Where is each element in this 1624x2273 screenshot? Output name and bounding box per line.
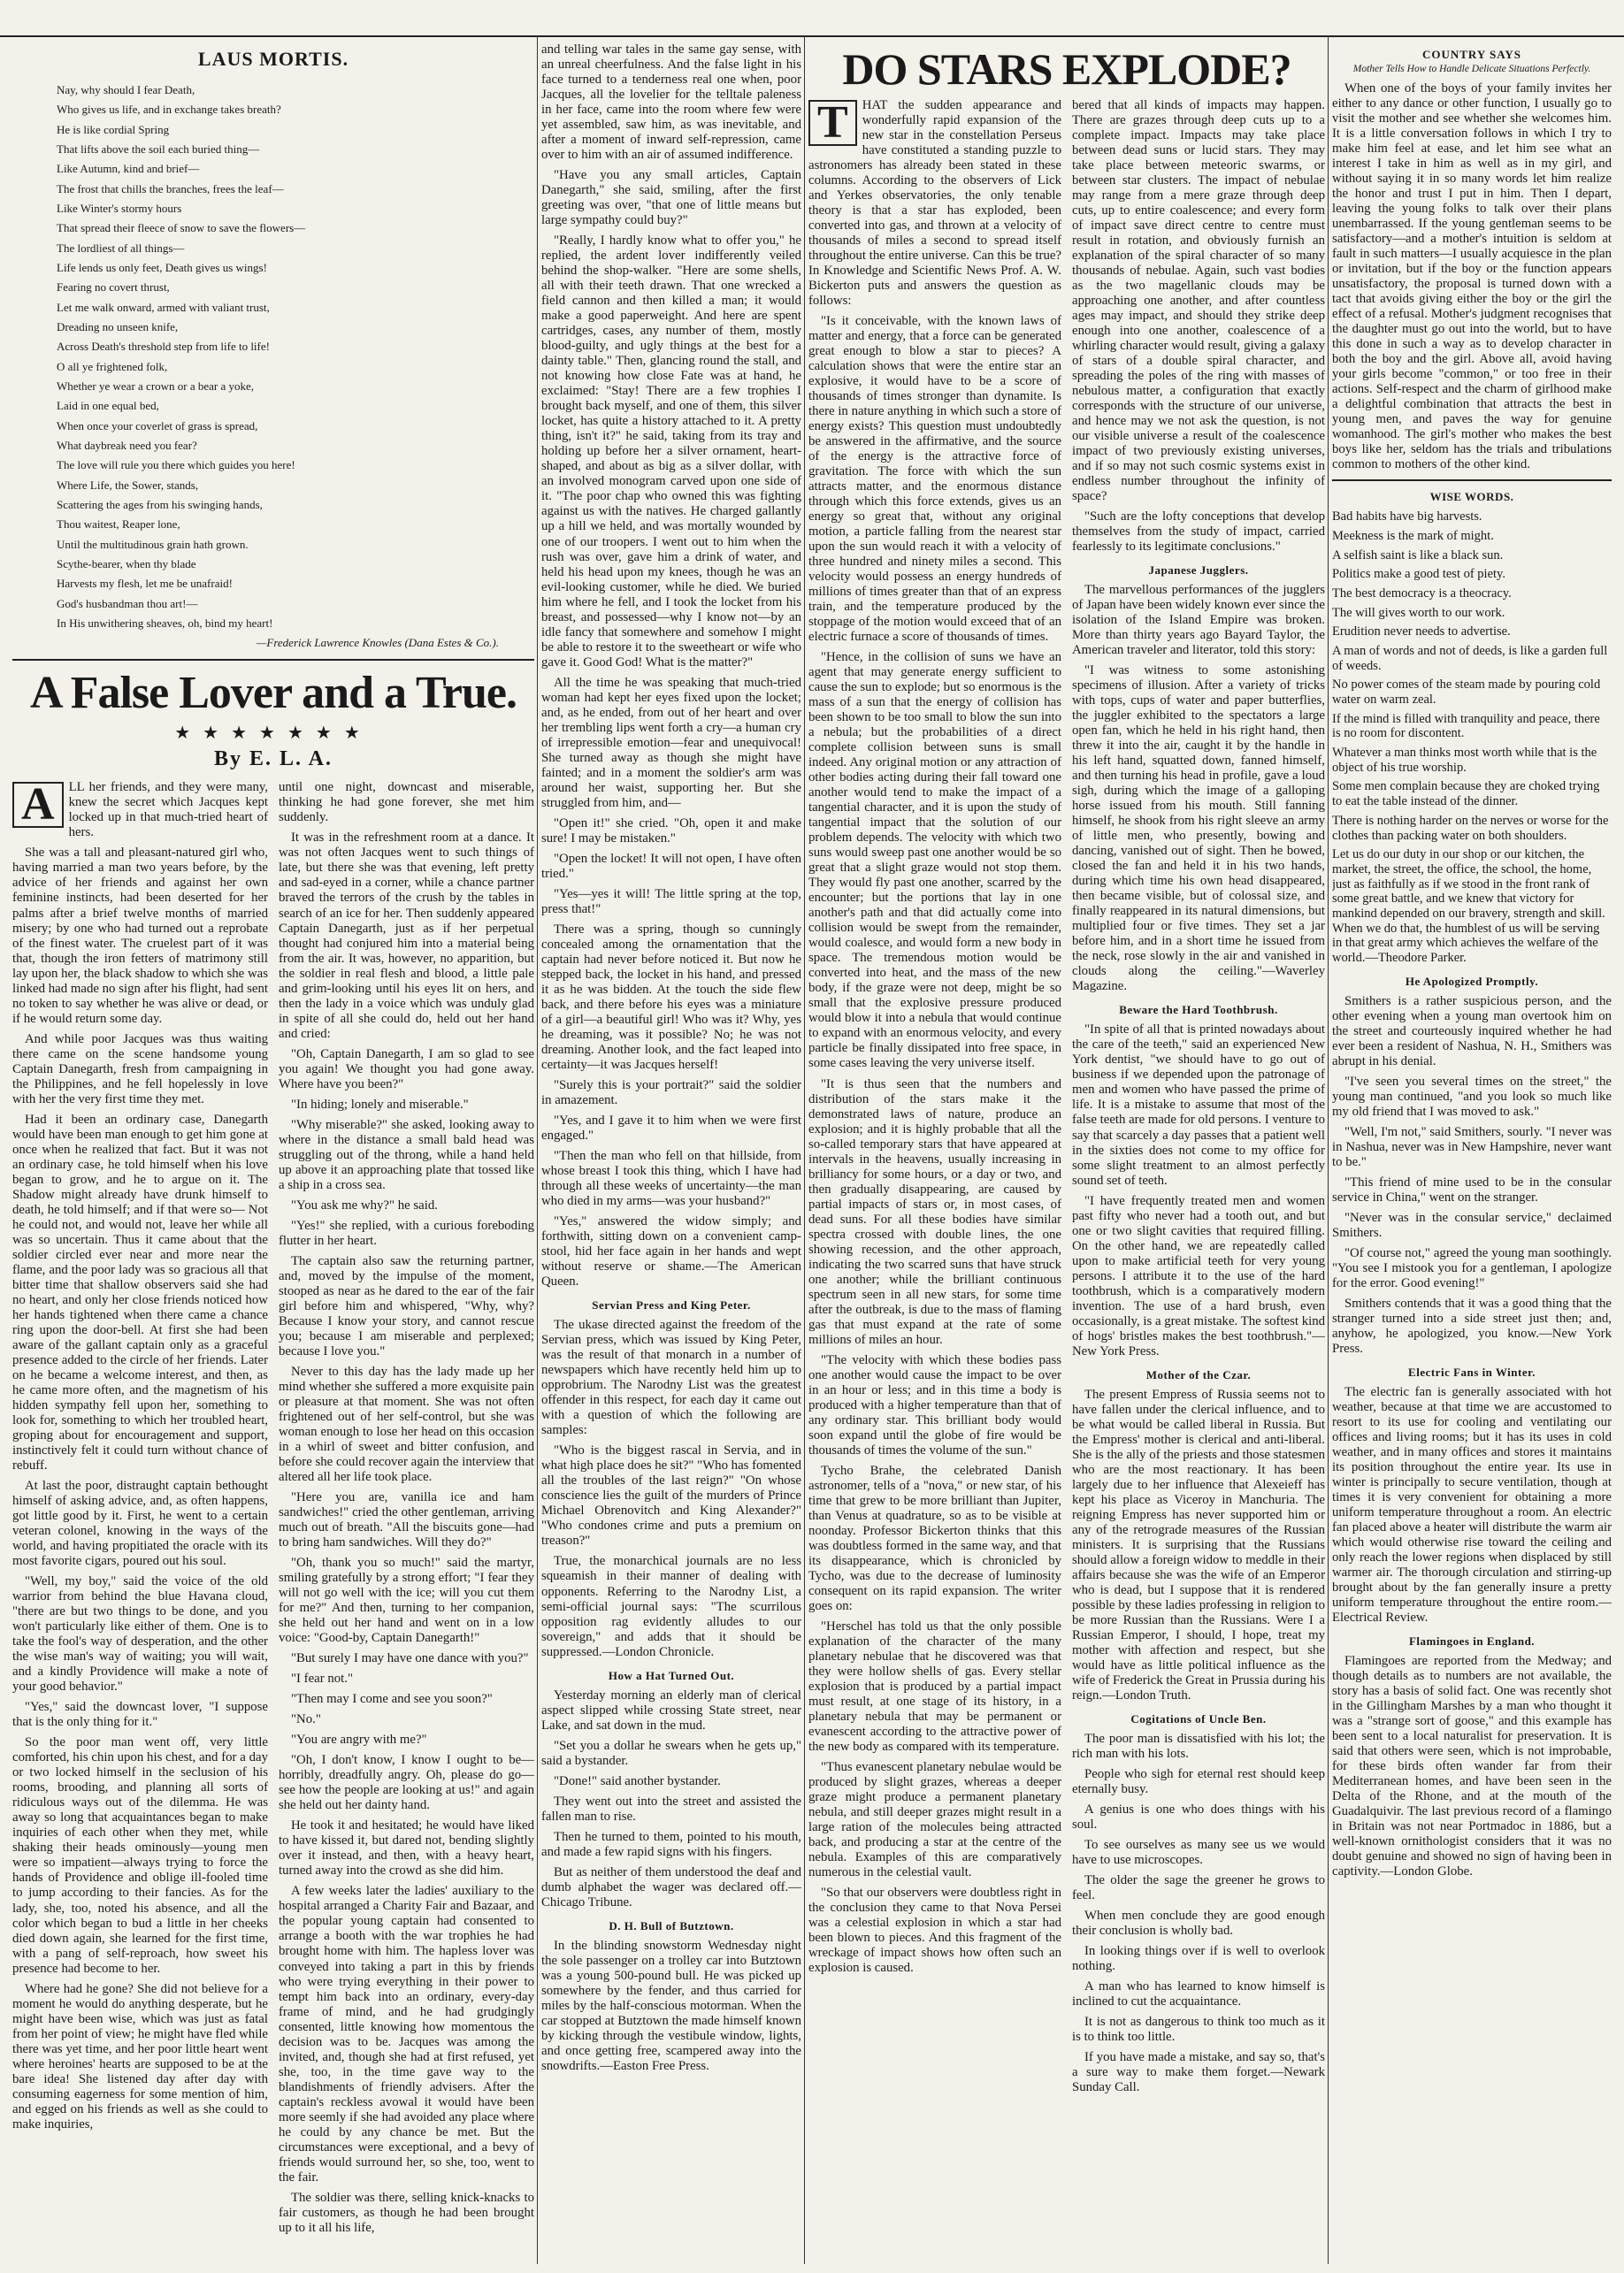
country-kicker: Mother Tells How to Handle Delicate Situations Perfectly. <box>1352 64 1591 74</box>
story-paragraph: Where had he gone? She did not believe for a moment he would do anything desperate, but he might have been wise, which was just as fatal from her point of view; he might have fled while there was yet time, and her poor little heart went where heroines' hearts are supposed to be at the bare idea! She listened day after day with consuming eagerness for some mention of him, and egged on his friends as well as she could to make inquiries, <box>12 1981 268 2131</box>
column-rule <box>1328 35 1329 2264</box>
column-3 <box>808 42 1325 2261</box>
story-paragraph: "In hiding; lonely and miserable." <box>291 1097 469 1112</box>
electric-fans-headline: Electric Fans in Winter. <box>1408 1365 1536 1379</box>
story-paragraph: "Surely this is your portrait?" said the soldier in amazement. <box>541 1078 801 1108</box>
wise-saying: Bad habits have big harvests. <box>1332 509 1482 524</box>
uncle-ben-headline: Cogitations of Uncle Ben. <box>1130 1712 1267 1726</box>
story-paragraph: "Why miserable?" she asked, looking away to where in the distance a small bald head was struggling out of the throng, while a hand held up above it an approaching plate that tossed like a ship in a cross sea. <box>279 1117 534 1192</box>
wise-words-list <box>1332 509 1612 965</box>
story-paragraph: "You ask me why?" he said. <box>291 1198 438 1213</box>
poem-credit: —Frederick Lawrence Knowles (Dana Estes & Co.). <box>256 636 499 650</box>
article-paragraph: "Thus evanescent planetary nebulae would be produced by slight grazes, whereas a deeper graze might produce a permanent planetary nebula, and still deeper grazes might result in a large ration of the molecules being attracted back, and producing a star at the centre of the nebula. Examples of this are comparatively numerous in the celestial vault. <box>808 1760 1061 1880</box>
article-paragraph: True, the monarchical journals are no less squeamish in their manner of dealing with opponents. Referring to the Narodny List, a semi-official journal says: "The scurrilous opposition rag evidently alludes to our sovereign," and adds that it should be suppressed.—London Chronicle. <box>541 1554 801 1659</box>
jugglers-headline: Japanese Jugglers. <box>1148 563 1249 577</box>
article-paragraph: "Is it conceivable, with the known laws of matter and energy, that a force can be generated great enough to blow a star to pieces? A calculation shows that were the entire star an explosive, it would have to be a score of thousands of times stronger than dynamite. Is there in nature anything in which such a store of energy exists? This question must undoubtedly be answered in the affirmative, and the source of the energy is the attractive force of gravitation. The force with which the sun attracts matter, and the enormous distance through which this force extends, gives us an energy so great that, without any original motion, a particle falling from the nearest star upon the sun would reach it with a velocity of three hundred and ninety miles a second. This velocity would possess an energy hundreds of millions of times greater than that of an express train, and the temperature produced by the stoppage of the motion would exceed that of an electric furnace a score of thousands of times. <box>808 313 1061 645</box>
story-dropcap: A <box>12 782 64 828</box>
story-stars: ★★★★★★★ <box>174 723 372 744</box>
uncle-ben-article <box>1072 1732 1325 2095</box>
story-paragraph: "Yes," answered the widow simply; and forthwith, sitting down on a convenient camp-stool, hid her face again in her hands and wept without reserve or shame.—The American Queen. <box>541 1214 801 1290</box>
article-paragraph: People who sigh for eternal rest should keep eternally busy. <box>1072 1767 1325 1797</box>
poem-line: O all ye frightened folk, <box>57 359 168 373</box>
poem-line: Let me walk onward, armed with valiant trust, <box>57 300 270 314</box>
country-headline: COUNTRY SAYS <box>1421 48 1522 61</box>
poem-line: Fearing no covert thrust, <box>57 280 170 295</box>
story-paragraph: The captain also saw the returning partner, and, moved by the impulse of the moment, stooped as near as he dared to the ear of the fair girl before him and whispered, "Why, why? Because I know your story, and cannot rescue you; because I am miserable and perplexed; because I love you." <box>279 1253 534 1358</box>
article-paragraph: "Such are the lofty conceptions that develop themselves from the study of impact, carried fearlessly to its legitimate conclusions." <box>1072 509 1325 554</box>
article-paragraph: When men conclude they are good enough their conclusion is wholly bad. <box>1072 1909 1325 1939</box>
poem-line: That spread their fleece of snow to save the flowers— <box>57 221 306 235</box>
poem-line: Dreading no unseen knife, <box>57 319 179 333</box>
story-paragraph: So the poor man went off, very little comforted, his chin upon his chest, and for a day or two locked himself in the seclusion of his rooms, brooding, and planning all sorts of ridiculous ways out of the dilemma. He was away so long that acquaintances began to make inquiries of each other when they met, while shaking their heads ominously—young men were so impatient—always trying to force the hands of Providence and oblige ill-fooled time to jump according to their fancies. As for the lady, she, too, noted his absence, and all the color which began to bud a little in her cheeks died down again, she learned for the first time, with a pang of self-reproach, how sweet his presence had become to her. <box>12 1735 268 1976</box>
hat-headline: How a Hat Turned Out. <box>608 1668 735 1682</box>
apologized-article <box>1332 994 1612 1357</box>
flamingoes-headline: Flamingoes in England. <box>1408 1634 1536 1649</box>
story-paragraph: Never to this day has the lady made up her mind whether she suffered a more exquisite pain or pleasure at that moment. She was not often frightened out of her self-control, but she was woman enough to lose her head on this occasion in a whirl of sweet and bitter confusion, and before she could recover again the interview that altered all her life took place. <box>279 1364 534 1485</box>
poem-line: Where Life, the Sower, stands, <box>57 478 199 492</box>
wise-saying: Meekness is the mark of might. <box>1332 529 1494 544</box>
column-2 <box>541 42 801 2261</box>
article-paragraph: Flamingoes are reported from the Medway; and though details as to numbers are not available, the story has a basis of solid fact. One was recently shot in the Gillingham Marshes by a man who thought it was a "strange sort of goose," and this example has been sent to a local naturalist for preservation. It is said that others were seen, which is not improbable, for these birds often wander far from their Mediterranean homes, and have been seen in the Delta of the Rhone, and at the mouth of the Guadalquivir. The last previous record of a flamingo in Britain was not near Portmadoc in 1886, but a well-known ornithologist considers that it was no doubt genuine and showed no sign of having been in captivity.—London Globe. <box>1332 1654 1612 1879</box>
poem-line: Laid in one equal bed, <box>57 399 159 413</box>
article-paragraph: "So that our observers were doubtless right in the conclusion they came to that Nova Persei was a celestial explosion in which a star had been blown to pieces. And this fragment of the wreckage of impact shows how often such an explosion is caused. <box>808 1886 1061 1976</box>
poem-line: Scythe-bearer, when thy blade <box>57 556 196 570</box>
poem-line: Like Winter's stormy hours <box>57 201 182 215</box>
article-paragraph: "The velocity with which these bodies pass one another would cause the impact to be over in an hour or less; and in this time a body is produced with a higher temperature than that of any ordinary star. This brilliant body would soon expand until the globe of fire would be thousands of times the volume of the sun." <box>808 1352 1061 1458</box>
poem-line: What daybreak need you fear? <box>57 438 197 452</box>
story-paragraph: "Have you any small articles, Captain Danegarth," she said, smiling, after the first greeting was over, "that one of little means but large sympathy could buy?" <box>541 168 801 228</box>
wise-saying: No power comes of the steam made by pouring cold water on warm zeal. <box>1332 677 1601 708</box>
article-paragraph: Then he turned to them, pointed to his mouth, and made a few rapid signs with his fingers. <box>541 1829 801 1859</box>
article-paragraph: The electric fan is generally associated with hot weather, because at that time we are accustomed to resort to its use for cooling and ventilating our offices and living rooms; but it has its uses in cold weather, and in many offices and stores it maintains its position throughout the entire year. Its use in winter is principally to secure ventilation, though at times it is very convenient for obtaining a more uniform temperature throughout a room. An electric fan placed above a heater will distribute the warm air which would otherwise rise toward the ceiling and only reach the lower regions when displaced by still warmer air. The thorough circulation and stirring-up brought about by the fan generally insure a pretty uniform temperature throughout the entire room.—Electrical Review. <box>1332 1384 1612 1626</box>
story-byline: By E. L. A. <box>213 747 333 771</box>
wise-saying: The will gives worth to our work. <box>1332 605 1505 620</box>
story-paragraph: She was a tall and pleasant-natured girl who, having married a man two years before, by the advice of her friends and against her own feminine instincts, had been deserted for her palms after a brief twelve months of married misery; by one who had turned out a reprobate of the finest water. The cruelest part of it was that, though the iron fetters of matrimony still lay upon her, the black shadow to which she was linked had made no sign after his flight, had sent no token to say whether he was alive or dead, or if he would return some day. <box>12 846 268 1026</box>
jugglers-article <box>1072 583 1325 994</box>
article-paragraph: Smithers contends that it was a good thing that the stranger turned into a side street just then; and, anyhow, he apologized, you know.—New York Press. <box>1332 1296 1612 1356</box>
section-rule <box>12 659 534 661</box>
article-paragraph: "It is thus seen that the numbers and distribution of the stars make it the demonstrated laws of nature, produce an explosion; and it is highly probable that all the so-called temporary stars that have appeared at intervals in the heavens, usually increasing in brilliancy for some hours, or a day or two, and then gradually disappearing, are caused by partial impacts of stars or, in most cases, of dead suns. For all these bodies have similar spectra crossed with double lines, the one showing recession, and the other approach, indicating the two scarred suns that have struck one another; while the brilliant continuous spectrum seen in all new stars, for some time after the outbreak, is due to the mass of flaming gas that must expand at the rate of some millions of miles an hour. <box>808 1076 1061 1347</box>
article-paragraph: Tycho Brahe, the celebrated Danish astronomer, tells of a "nova," or new star, of his time that grew to be more brilliant than Jupiter, than Venus at quadrature, so as to be visible at noonday. Professor Bickerton thinks that this was doubtless formed in the same way, and that its disappearance, which is chronicled by Tycho, was due to the decrease of luminosity consequent on its rapid expansion. The writer goes on: <box>808 1463 1061 1614</box>
story-paragraph: "No." <box>291 1712 321 1727</box>
column-1 <box>12 42 534 2261</box>
story-paragraph: He took it and hesitated; he would have liked to have kissed it, but dared not, bending slightly over it instead, and then, with a heavy heart, turned away into the crowd as she did him. <box>279 1818 534 1879</box>
story-paragraph: "But surely I may have one dance with you?" <box>291 1651 529 1666</box>
wise-saying: Erudition never needs to advertise. <box>1332 624 1511 639</box>
article-paragraph: The marvellous performances of the jugglers of Japan have been widely known ever since the isolation of the Island Empire was broken. More than thirty years ago Bayard Taylor, the American traveler and literator, told this story: <box>1072 582 1325 658</box>
story-continuation <box>541 42 801 1290</box>
poem-section <box>12 48 534 650</box>
story-title: A False Lover and a True. <box>30 668 517 719</box>
story-paragraph: "Really, I hardly know what to offer you," he replied, the ardent lover indifferently veiled behind the shop-walker. "Here are some shells, all with their teeth drawn. That one wrecked a field cannon and then killed a man; it would make a good paperweight. And here are spent cartridges, cases, any number of them, mostly blood-guilty, and ugly things at the best for a dainty table." Then, glancing round the stall, and not knowing how close Fate was at hand, he exclaimed: "Stay! There are a few trophies I brought back myself, and one of them, this silver locket, has quite a history attached to it. A pretty thing, isn't it?" he said, taking from its tray and holding up before her a silver ornament, heart-shaped, and about as big as a silver dollar, with an involved monogram carved upon one side of it. "The poor chap who owned this was fighting against us with the natives. He charged gallantly up a hill we held, and was mortally wounded by one of our troopers. I went out to him when the rush was over, gave him a drink of water, and held his head upon my knees, though he was an evil-looking customer, while he died. We buried him where he fell, and I took the locket from his breast, and possessed—why I know not—by an idle fancy that somewhere and somehow I might be able to restore it to the sweetheart or wife who gave it. Good God! What is the matter?" <box>541 233 801 670</box>
poem-line: He is like cordial Spring <box>57 122 170 136</box>
article-paragraph: The poor man is dissatisfied with his lot; the rich man with his lots. <box>1072 1732 1325 1762</box>
story-paragraph: It was in the refreshment room at a dance. It was not often Jacques went to such things of late, but there she was that evening, left pretty and sad-eyed in a corner, while a chance partner braved the terrors of the crush by the tables in search of an ice for her. Then suddenly appeared Captain Danegarth, just as if her perpetual thought had conjured him into a material being from the air. It was, however, no apparition, but the soldier in real flesh and blood, a little pale and grim-looking until his eyes lit on hers, and then the lady in a voice which was unduly glad in spite of all she could do, held out her hand and cried: <box>279 830 534 1041</box>
poem-title: LAUS MORTIS. <box>197 48 349 70</box>
article-paragraph: If you have made a mistake, and say so, that's a sure way to make them forget.—Newark Sunday Call. <box>1072 2050 1325 2095</box>
story-paragraph: And while poor Jacques was thus waiting there came on the scene handsome young Captain Danegarth, fresh from campaigning in the Philippines, and he fell hopelessly in love with her the very first time they met. <box>12 1031 268 1106</box>
article-paragraph: "Herschel has told us that the only possible explanation of the character of the many planetary nebulae that he discovered was that they were hollow shells of gas. Every stellar explosion that is produced by a partial impact must result, at one stage of its history, in a planetary nebula that may be permanent or evanescent according to the attractive power of the new body as compared with its temperature. <box>808 1619 1061 1755</box>
article-paragraph: But as neither of them understood the deaf and dumb alphabet the wager was declared off.—Chicago Tribune. <box>541 1864 801 1909</box>
column-rule <box>537 35 538 2264</box>
poem-line: Harvests my flesh, let me be unafraid! <box>57 577 233 591</box>
story-paragraph: "Yes," said the downcast lover, "I suppose that is the only thing for it." <box>12 1700 268 1730</box>
story-paragraph: "Yes!" she replied, with a curious foreboding flutter in her heart. <box>279 1218 534 1248</box>
czar-article <box>1072 1388 1325 1703</box>
czar-headline: Mother of the Czar. <box>1145 1367 1252 1381</box>
article-paragraph: The ukase directed against the freedom of the Servian press, which was issued by King Peter, was the result of that monarch in a number of newspapers which have recently held him up to opprobrium. The Narodny List was the greatest offender in this respect, for each day it came out with a question of which the following are samples: <box>541 1318 801 1438</box>
poem-lines <box>12 83 534 630</box>
poem-line: Across Death's threshold step from life to life! <box>57 340 270 354</box>
article-paragraph: "Set you a dollar he swears when he gets up," said a bystander. <box>541 1738 801 1768</box>
poem-line: Nay, why should I fear Death, <box>57 83 195 96</box>
wise-saying: A man of words and not of deeds, is like a garden full of weeds. <box>1332 644 1608 673</box>
bull-headline: D. H. Bull of Butztown. <box>609 1918 734 1932</box>
article-paragraph: "I've seen you several times on the street," the young man continued, "and you look so much like my old friend that I was moved to ask." <box>1332 1074 1612 1119</box>
story-paragraph: All the time he was speaking that much-tried woman had kept her eyes fixed upon the locket; and, as he ended, from out of her heart and over her trembling lips went forth a cry—a human cry of irrepressible emotion—fear and unequivocal! She turned away as though she might have fainted; and in a moment the soldier's arm was around her waist, supporting her. But she struggled from him, and— <box>541 675 801 810</box>
story-column-a <box>12 780 268 2240</box>
servian-article <box>541 1318 801 1659</box>
poem-line: In His unwithering sheaves, oh, bind my heart! <box>57 616 273 630</box>
story-body <box>12 780 534 2240</box>
poem-line: Until the multitudinous grain hath grown. <box>57 537 249 551</box>
story-column-a-text <box>12 780 268 2131</box>
stars-column-a-text <box>808 98 1061 1977</box>
wise-saying: Some men complain because they are choked trying to eat the table instead of the dinner. <box>1332 779 1600 809</box>
article-paragraph: To see ourselves as many see us we would have to use microscopes. <box>1072 1838 1325 1868</box>
poem-line: Whether ye wear a crown or a bear a yoke, <box>57 379 255 393</box>
article-paragraph: In the blinding snowstorm Wednesday night the sole passenger on a trolley car into Butztown was a young 500-pound bull. He was picked up somewhere by the fender, and thus carried for miles by the half-conscious motorman. When the car stopped at Butztown the made himself known by kicking through the vestibule window, lights, and once getting free, scampered away into the snowdrifts.—Easton Free Press. <box>541 1938 801 2073</box>
article-paragraph: bered that all kinds of impacts may happen. There are grazes through deep cuts up to a complete impact. Impacts may take place between dead suns or lucid stars. They may take place between meteoric swarms, or between star clusters. The impact of nebulae may range from a mere graze through deep cuts, up to entire coalescence; and every form of impact save direct centre to centre must result in rotation, and obviously furnish an explanation of the spiral character of so many thousands of nebulae. Again, such vast bodies as the two magellanic clouds may be approaching one another, and after countless ages may impact, and should they strike deep enough into one another, coalescence of a whirling character would result, giving a galaxy of stars of a double spiral character, and spreading the poles of the ring with masses of nebulous matter, a configuration that exactly corresponds with the structure of our universe, and hence may we not ask the question, is not our visible universe a result of the coalescence impact of two previously existing universes, and if so may not such cosmic systems exist in endless number throughout the infinity of space? <box>1072 97 1325 503</box>
article-paragraph: "Of course not," agreed the young man soothingly. "You see I mistook you for a gentleman, I apologize for the error. Good evening!" <box>1332 1245 1612 1290</box>
stars-headline: DO STARS EXPLODE? <box>842 44 1291 94</box>
story-paragraph: "Well, my boy," said the voice of the old warrior from behind the blue Havana cloud, "there are but two things to be done, and you won't particularly like either of them. One is to take the fool's way of desperation, and the other the wise man's way of waiting; you will wait, and a kindly Providence will make a note of your good behavior." <box>12 1574 268 1695</box>
poem-line: Who gives us life, and in exchange takes breath? <box>57 103 281 117</box>
story-paragraph: "Oh, Captain Danegarth, I am so glad to see you again! We thought you had gone away. Where have you been?" <box>279 1046 534 1091</box>
article-paragraph: It is not as dangerous to think too much as it is to think too little. <box>1072 2015 1325 2045</box>
story-paragraph: "Yes, and I gave it to him when we were first engaged." <box>541 1114 801 1144</box>
wise-saying: Politics make a good test of piety. <box>1332 567 1505 582</box>
column-rule <box>804 35 805 2264</box>
article-paragraph: A man who has learned to know himself is inclined to cut the acquaintance. <box>1072 1979 1325 2009</box>
story-paragraph: "Oh, thank you so much!" said the martyr, smiling gratefully by a strong effort; "I fear they will not go well with the ice; will you cut them for me?" And then, turning to her companion, she held out her hand and went on in a low voice: "Good-by, Captain Danegarth!" <box>279 1556 534 1646</box>
wise-saying: If the mind is filled with tranquility and peace, there is no room for discontent. <box>1332 711 1600 741</box>
country-article <box>1332 81 1612 472</box>
servian-headline: Servian Press and King Peter. <box>592 1298 751 1313</box>
article-paragraph: "I was witness to some astonishing specimens of illusion. After a variety of tricks with tops, cups of water and paper butterflies, the juggler exhibited to the spectators a large open fan, which he held in his right hand, then threw it into the air, caught it by the handle in his left hand, squatted down, fanned himself, and then turning his head in profile, gave a loud sigh, during which the image of a galloping horse issued from his mouth. Still fanning himself, he shook from his right sleeve an army of little men, who presently, bowing and dancing, vanished out of sight. Then he bowed, closed the fan and held it in his two hands, during which time his own head disappeared, then became visible, but of colossal size, and finally reappeared in its natural dimensions, but multiplied four or five times. They set a jar before him, and in a short time he issued from the neck, rose slowly in the air and vanished in clouds along the ceiling."—Waverley Magazine. <box>1072 663 1325 994</box>
story-paragraph: "You are angry with me?" <box>291 1733 427 1748</box>
story-paragraph: "Here you are, vanilla ice and ham sandwiches!" cried the other gentleman, arriving much out of breath. "All the biscuits gone—had to bring ham sandwiches. Will they do?" <box>279 1490 534 1550</box>
story-paragraph: "I fear not." <box>291 1672 354 1687</box>
article-paragraph: When one of the boys of your family invites her either to any dance or other function, I usually go to visit the mother and see whether she welcomes him. It is a little conversation follows in which I try to make him feel at ease, and let him see what an interest I take in him as well as in my girl, and without saying it in so many words let him realize the honor and trust I put in him. Then I depart, leaving the young folks to talk over their plans unembarrassed. If the young gentleman seems to be satisfactory—and a mother's intuition is seldom at fault in such matters—I usually acquiesce in the plan or invitation, but if the boy or the function appears unsatisfactory, the proposal is turned down with a tact that avoids giving either the boy or the girl the effect of a refusal. Mother's judgment recognises that the daughter must go out into the world, but to have this done in such a way as to develop character in both the boy and the girl. Above all, avoid having your girls become "common," or too free in their actions. Self-respect and the charm of girlhood make a delightful combination that attracts the best in young men, and paves the way for genuine womanhood. The girl's mother who makes the best boys like her, seldom has the trials and tribulations common to mothers of the other kind. <box>1332 81 1612 472</box>
wise-saying: A selfish saint is like a black sun. <box>1332 547 1504 563</box>
electric-fans-article <box>1332 1385 1612 1626</box>
story-column-b <box>279 780 534 2240</box>
stars-column-a <box>808 98 1061 2101</box>
story-paragraph: "Then may I come and see you soon?" <box>291 1692 493 1707</box>
article-paragraph: "I have frequently treated men and women past fifty who never had a tooth out, and but one or two slight cavities that required filling. On the other hand, we are repeatedly called upon to make artificial teeth for very young persons. I attribute it to the use of the hard toothbrush, which is a comparatively modern invention. The use of a hard brush, even occasionally, is a great mistake. The softest kind of hogs' bristles makes the best toothbrush."—New York Press. <box>1072 1193 1325 1358</box>
article-paragraph: The present Empress of Russia seems not to have fallen under the clerical influence, and to be what would be called liberal in Russia. But the Empress' mother is clerical and anti-liberal. She is the ally of the priests and those statesmen who are the most reactionary. It has been largely due to her influence that Alexeieff has kept his place as Viceroy in Manchuria. The reigning Empress has never supported him or any of the retrograde measures of the Russian ministers. It is surprising that the Russians should allow a foreign widow to meddle in their affairs because she was the wife of an Emperor who is dead, but I suppose that it is rendered possible by these ladies professing in religion to be more Russian than the Russians. Were I a Russian Emperor, I should, I hope, treat my mother with affection and respect, but she would have as little political influence as the wife of Frederick the Great in Prussia during his reign.—London Truth. <box>1072 1387 1325 1703</box>
bull-article <box>541 1939 801 2074</box>
story-paragraph: "Yes—yes it will! The little spring at the top, press that!" <box>541 886 801 916</box>
story-paragraph: There was a spring, though so cunningly concealed among the ornamentation that the captain had never before noticed it. But now he stepped back, the locket in his hand, and pressed it as he was bidden. At the touch the side flew back, and there before his eyes was a miniature of a girl—a beautiful girl! Who was it? Why, yes he dreaming, was it possible? No; he was not dreaming. Another look, and the fact leaped into certainty—it was Jacques herself! <box>541 922 801 1073</box>
poem-line: When once your coverlet of grass is spread, <box>57 418 258 432</box>
article-paragraph: Smithers is a rather suspicious person, and the other evening when a young man overtook him on the street and courteously inquired whether he had ever been a resident of Nashua, N. H., Smithers was abrupt in his denial. <box>1332 993 1612 1068</box>
story-paragraph: "Open the locket! It will not open, I have often tried." <box>541 851 801 881</box>
story-paragraph: Had it been an ordinary case, Danegarth would have been man enough to get him gone at once when he realized that fact. But it was not an ordinary case, he told himself when his love began to grow, and he to argue on it. The Shadow might already have drunk himself to death, he told himself; and if that were so— Not he could not, and would not, leave her while all was so uncertain. Thus it came about that the soldier circled ever near and more near the flame, and the poor lady was so gracious all that bitter time that shallow observers said she had no heart, and only her close friends noticed how her hands tightened when there came a chance ring upon the door-bell. At first she had been aware of the gallant captain only as a graceful presence added to the circle of her friends. Later on he became a welcome interest, and then, as he came more often, and the magnetism of his hidden sympathy fell upon her, something to look for, something to which her troubled heart, groping about for encouragement and support, instinctively felt it could turn without chance of rebuff. <box>12 1112 268 1473</box>
article-paragraph: A genius is one who does things with his soul. <box>1072 1802 1325 1833</box>
article-paragraph: "Done!" said another bystander. <box>554 1773 721 1788</box>
wise-words-headline: WISE WORDS. <box>1429 490 1514 504</box>
article-paragraph: In looking things over if is well to overlook nothing. <box>1072 1944 1325 1974</box>
flamingoes-article <box>1332 1654 1612 1879</box>
poem-line: The love will rule you there which guides you here! <box>57 458 295 472</box>
apologized-headline: He Apologized Promptly. <box>1405 974 1539 988</box>
section-rule <box>1332 479 1612 481</box>
story-paragraph: "Open it!" she cried. "Oh, open it and make sure! I may be mistaken." <box>541 815 801 846</box>
wise-saying: Whatever a man thinks most worth while that is the object of his true worship. <box>1332 746 1597 775</box>
story-paragraph: The soldier was there, selling knick-knacks to fair customers, as though he had been brought up to it all his life, <box>279 2190 534 2235</box>
masthead-border <box>0 0 1624 37</box>
poem-line: The frost that chills the branches, frees the leaf— <box>57 181 284 195</box>
story-paragraph: and telling war tales in the same gay sense, with an unreal cheerfulness. And the false light in his face turned to a tenderness real one when, poor Jacques, all the lovelier for the telltale paleness in her face, came into the room where few were yet assembled, saw him, as was inevitable, and after a moment of inward self-repression, came over to him with an air of assumed indifference. <box>541 42 801 163</box>
wise-saying: There is nothing harder on the nerves or worse for the clothes than packing water on both shoulders. <box>1332 813 1609 843</box>
hat-article <box>541 1688 801 1910</box>
story-paragraph: LL her friends, and they were many, knew the secret which Jacques kept locked up in that much-tried heart of hers. <box>68 780 268 840</box>
column-4 <box>1332 42 1612 2261</box>
story-paragraph: "Then the man who fell on that hillside, from whose breast I took this thing, which I have had through all these weeks of uncertainty—the man who died in my arms—was your husband?" <box>541 1149 801 1209</box>
article-paragraph: The older the sage the greener he grows to feel. <box>1072 1873 1325 1903</box>
stars-dropcap: T <box>808 100 857 146</box>
toothbrush-article <box>1072 1022 1325 1358</box>
article-paragraph: "Well, I'm not," said Smithers, sourly. "I never was in Nashua, never was in New Hampshire, never want to be." <box>1332 1124 1612 1169</box>
poem-line: God's husbandman thou art!— <box>57 596 198 610</box>
article-paragraph: "This friend of mine used to be in the consular service in China," went on the stranger. <box>1332 1175 1612 1205</box>
poem-line: Life lends us only feet, Death gives us wings! <box>57 260 267 274</box>
story-paragraph: "Oh, I don't know, I know I ought to be—horribly, dreadfully angry. Oh, please do go—see how the people are looking at us!" and again she held out her dainty hand. <box>279 1753 534 1813</box>
article-paragraph: "Who is the biggest rascal in Servia, and in what high place does he sit?" "Who has fomented all the troubles of the last reign?" "On whose conscience lies the guilt of the murders of Prince Michael Obrenovitch and King Alexander?" "Who condones crime and puts a premium on treason?" <box>541 1443 801 1549</box>
article-paragraph: They went out into the street and assisted the fallen man to rise. <box>541 1794 801 1824</box>
wise-saying: The best democracy is a theocracy. <box>1332 586 1512 601</box>
poem-line: That lifts above the soil each buried thing— <box>57 142 260 156</box>
wise-saying: Let us do our duty in our shop or our kitchen, the market, the street, the office, the school, the home, just as faithfully as if we stood in the front rank of some great battle, and we knew that victory for mankind depended on our bravery, strength and skill. When we do that, the humblest of us will be serving in that great army which achieves the welfare of the world.—Theodore Parker. <box>1332 847 1605 965</box>
stars-body <box>808 98 1325 2101</box>
article-paragraph: HAT the sudden appearance and wonderfully rapid expansion of the new star in the constellation Perseus have constituted a standing puzzle to astronomers has already been stated in these columns. According to the observers of Lick and Yerkes observatories, the only tenable theory is that a star has exploded, been converted into gas, and thrown at a velocity of thousands of miles a second to spread itself throughout the entire universe. Can this be true? In Knowledge and Scientific News Prof. A. W. Bickerton puts and answers the question as follows: <box>808 97 1061 308</box>
article-paragraph: "In spite of all that is printed nowadays about the care of the teeth," said an experienced New York dentist, "we should have to go out of business if we depended upon the patronage of men and women who have passed the prime of life. It is a mistake to assume that most of the false teeth are made for old persons. I venture to say that scarcely a day passes that a patient well in the sixties does not come to my office for some slight treatment to an almost perfectly sound set of teeth. <box>1072 1022 1325 1188</box>
stars-column-b-text <box>1072 98 1325 555</box>
poem-line: Like Autumn, kind and brief— <box>57 162 200 176</box>
article-paragraph: "Never was in the consular service," declaimed Smithers. <box>1332 1210 1612 1240</box>
poem-line: Scattering the ages from his swinging hands, <box>57 497 263 511</box>
article-paragraph: "Hence, in the collision of suns we have an agent that may generate energy sufficient to cause the sun to explode; but so enormous is the mass of a sun that the energy of collision has been shown to be too small to blow the sun into a nebula; but the probabilities of a direct complete collision between suns is small indeed. Any original motion or any attraction of other bodies acting during their fall toward one another would tend to make the impact of a tangential character, and it is upon the study of tangential impact that the solution of our problem depends. The velocity with which two suns would sweep past one another would be so great that a slight graze would not stop them. They would fly past one another, scarred by the encounter; but the portions that lay in one another's path and that did actually come into collision would be swept from the remainder, would coalesce, and would form a new body in space. The tremendous motion would be converted into heat, and the mass of the new body, if the graze were not deep, might be so small that the explosive pressure produced would blow it into a nebula that would continue to expand with an enormous velocity, and every particle be finally dissipated into free space, in some cases leaving the very universe itself. <box>808 650 1061 1071</box>
poem-line: Thou waitest, Reaper lone, <box>57 517 180 532</box>
article-paragraph: Yesterday morning an elderly man of clerical aspect slipped while crossing State street, near Lake, and sat down in the mud. <box>541 1688 801 1733</box>
stars-column-b <box>1072 98 1325 2101</box>
story-paragraph: until one night, downcast and miserable, thinking he had gone forever, she met him suddenly. <box>279 780 534 825</box>
toothbrush-headline: Beware the Hard Toothbrush. <box>1119 1003 1278 1017</box>
story-paragraph: A few weeks later the ladies' auxiliary to the hospital arranged a Charity Fair and Bazaar, and the popular young captain had consented to arrange a booth with the war trophies he had brought home with him. The hapless lover was conveyed into taking a part in this by friends who were trying everything in their power to tempt him back into an ordinary, every-day frame of mind, and he had grudgingly consented, little knowing how momentous the decision was to be. Jacques was among the invited, and, though she had at first refused, yet she, too, in the time gave way to the blandishments of friendly advisers. After the captain's reckless avowal it would have been more seemly if she had avoided any place where he could by any chance be met. But the circumstances were exceptional, and a bevy of friends would surround her, so she, too, went to the fair. <box>279 1884 534 2185</box>
story-paragraph: At last the poor, distraught captain bethought himself of asking advice, and, as often happens, got little good by it. First, he went to a certain veteran colonel, knowing in the ways of the world, and having propitiated the oracle with its most favorite cigars, poured out his soul. <box>12 1479 268 1569</box>
poem-line: The lordliest of all things— <box>57 241 185 255</box>
